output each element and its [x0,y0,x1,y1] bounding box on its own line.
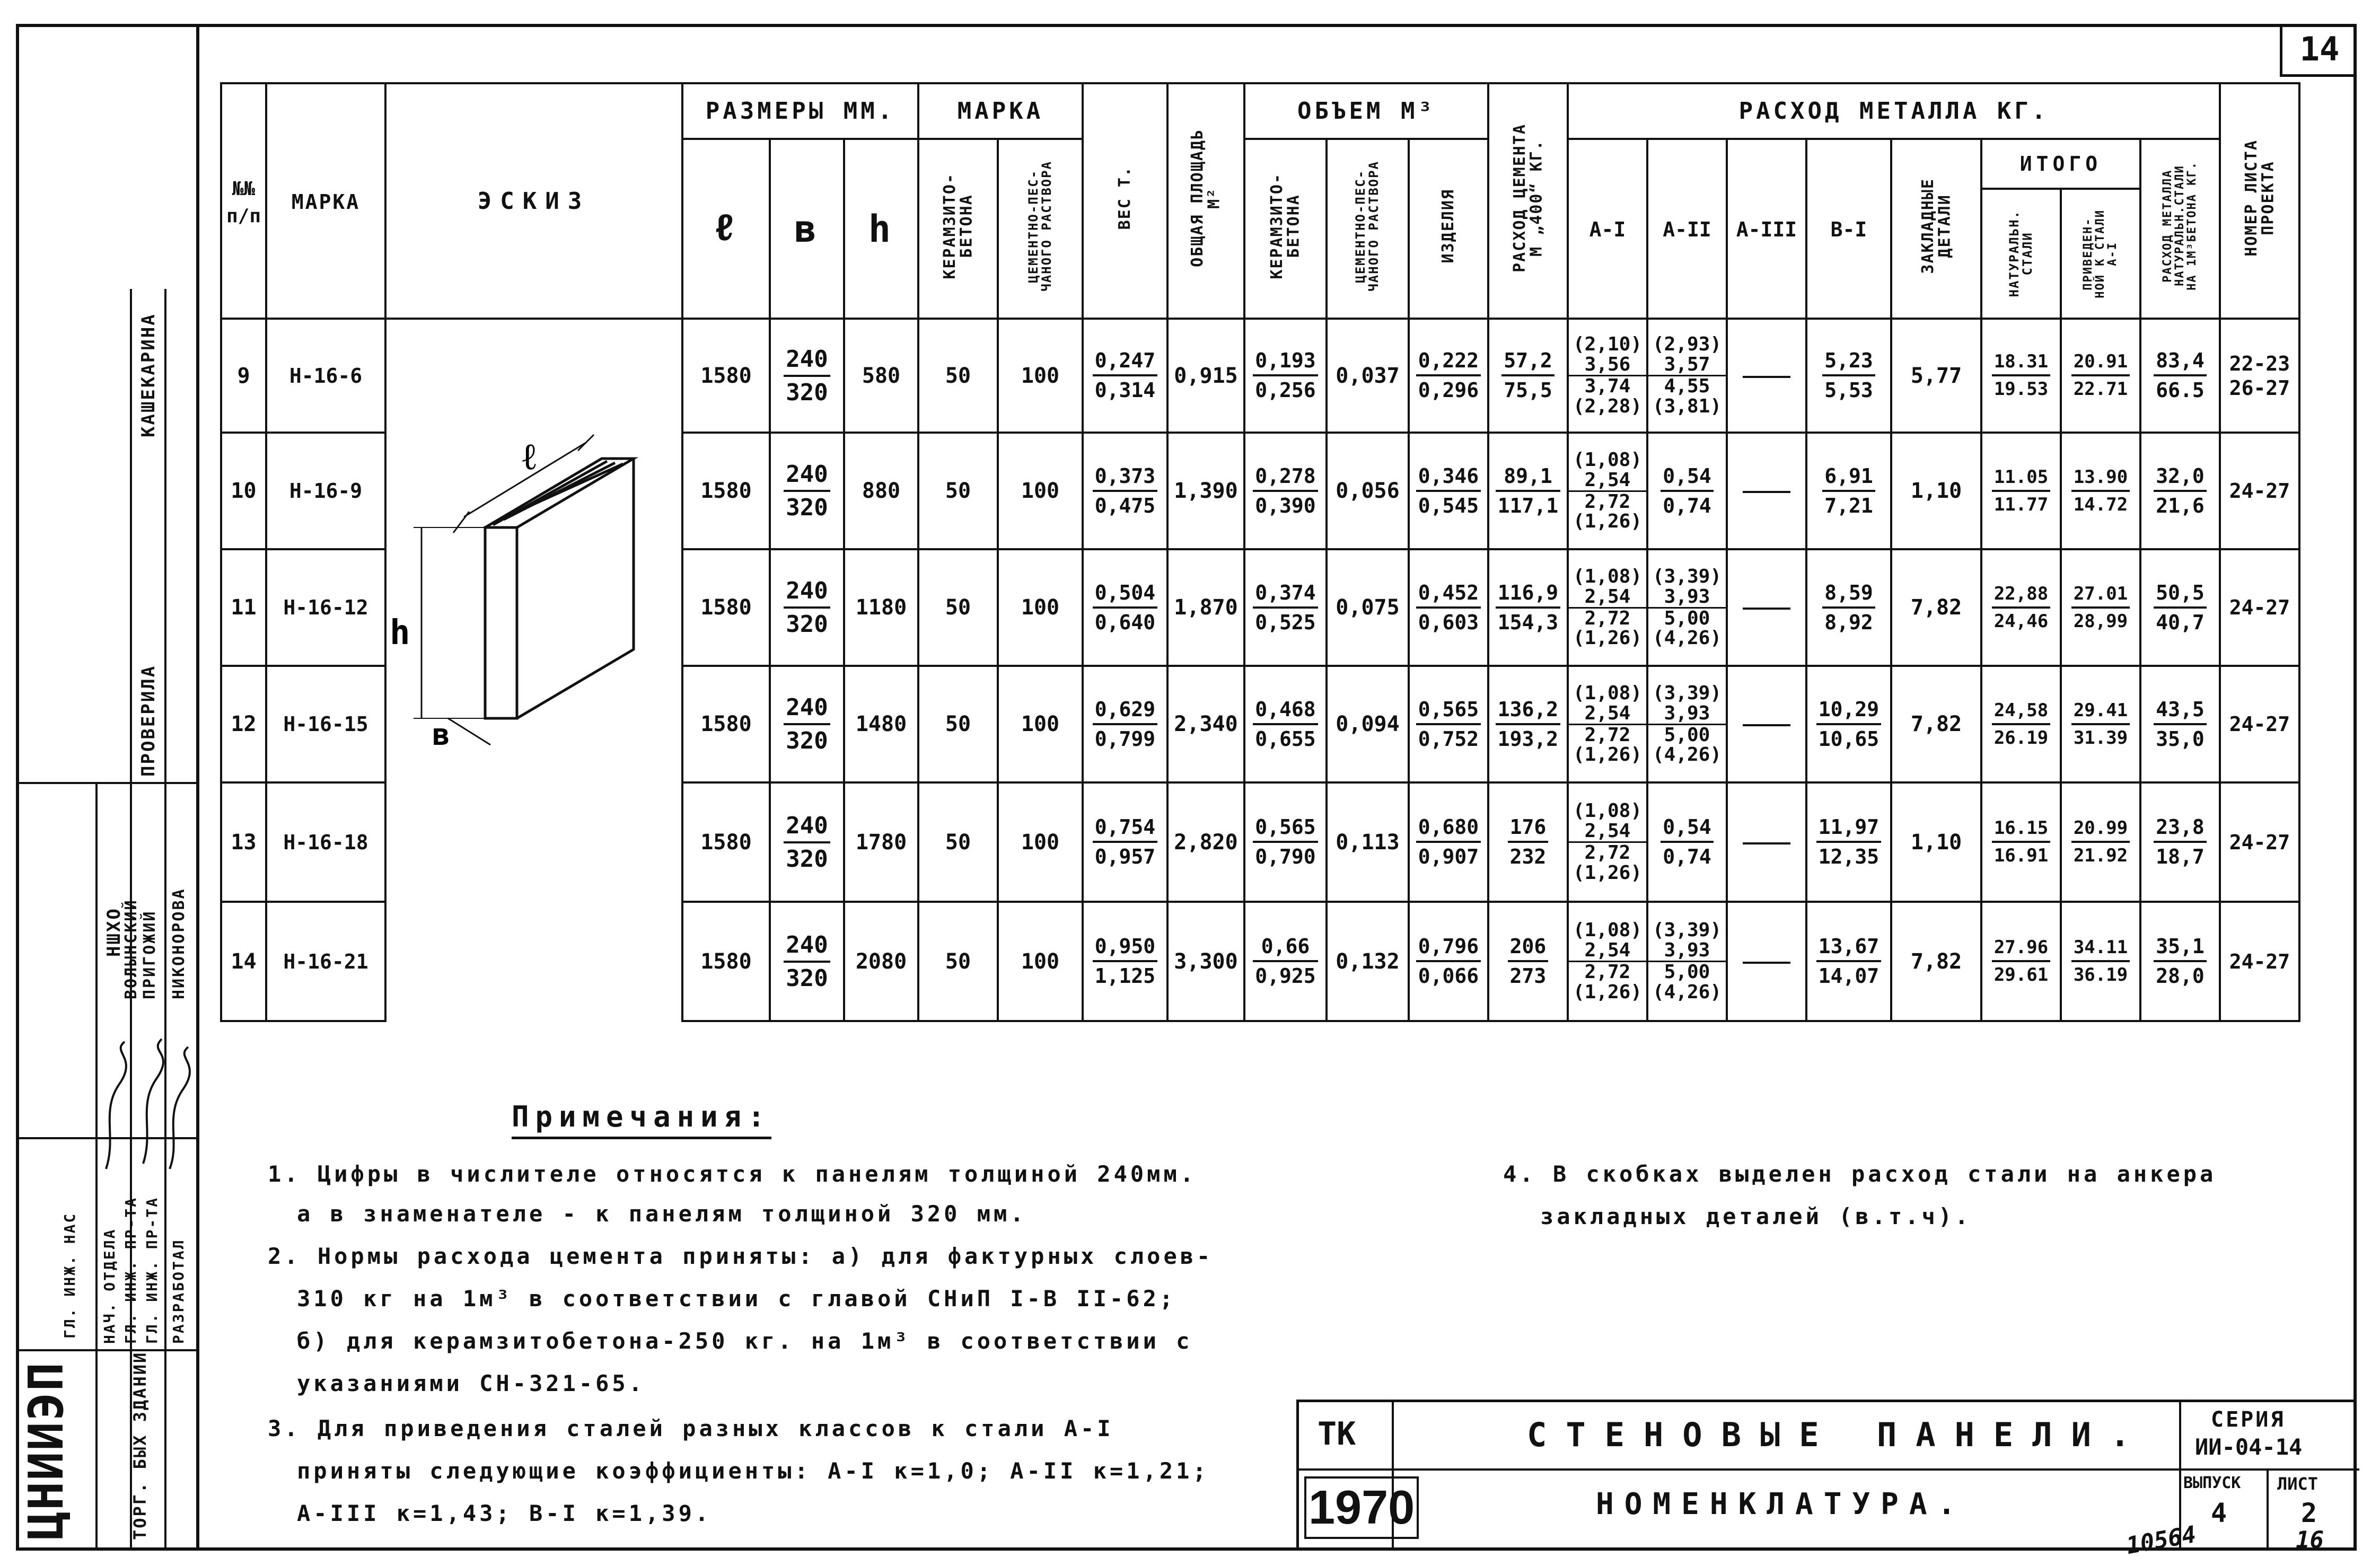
cell-b: $\frac{240}{320}$ [770,433,844,549]
cell-rashod-metal: $\frac{23,8}{18,7}$ [2140,782,2220,902]
year: 1970 [1304,1476,1419,1539]
sketch-label-b: в [432,718,450,750]
cell-project-sheet: 24-27 [2220,433,2299,549]
note-line-7: 3. Для приведения сталей разных классов к стали А-I [268,1415,1114,1441]
hdr-cement: ЦЕМЕНТНО-ПЕС- ЧАНОГО РАСТВОРА [998,139,1083,319]
drawing-title: СТЕНОВЫЕ ПАНЕЛИ. [1527,1415,2149,1454]
cell-weight: $\frac{0,504}{0,640}$ [1083,549,1167,666]
cell-privedeny: $\frac{20.91}{22.71}$ [2061,319,2140,433]
cell-vol-izdelia: $\frac{0,222}{0,296}$ [1409,319,1488,433]
cell-natur: $\frac{18.31}{19.53}$ [1981,319,2061,433]
cell-vol-cement: 0,132 [1327,902,1409,1021]
cell-mark: Н-16-21 [266,902,385,1021]
cell-weight: $\frac{0,373}{0,475}$ [1083,433,1167,549]
table-row [221,902,2299,1021]
hdr-cement-use: РАСХОД ЦЕМЕНТА М „400“ КГ. [1488,83,1568,319]
sheet-value: 2 [2301,1498,2317,1528]
sheet-number: 14 [2280,24,2357,77]
cell-mark: Н-16-12 [266,549,385,666]
cell-mark: Н-16-9 [266,433,385,549]
cell-num: 13 [221,782,266,902]
hdr-num: №№ п/п [221,83,266,319]
cell-h: 1780 [844,782,918,902]
checker-name: КАШЕКАРИНА [138,313,159,437]
table-row [221,782,2299,902]
cell-vol-cement: 0,094 [1327,666,1409,782]
cell-cement-use: $\frac{136,2}{193,2}$ [1488,666,1568,782]
notes-title: Примечания: [512,1100,771,1139]
note-line-9: А-III к=1,43; В-I к=1,39. [297,1500,712,1526]
cell-keramz: 50 [918,902,998,1021]
cell-vol-cement: 0,113 [1327,782,1409,902]
cell-l: 1580 [682,549,770,666]
cell-cement: 100 [998,666,1083,782]
cell-area: 2,340 [1167,666,1244,782]
cell-natur: $\frac{27.96}{29.61}$ [1981,902,2061,1021]
hdr-dim-b: в [770,139,844,319]
inventory-number: 10564 [2124,1520,2198,1560]
cell-cement-use: $\frac{116,9}{154,3}$ [1488,549,1568,666]
drawing-subtitle: НОМЕНКЛАТУРА. [1596,1487,1966,1521]
cell-zakl: 7,82 [1891,902,1981,1021]
cell-project-sheet: 22-23 26-27 [2220,319,2299,433]
cell-h: 1180 [844,549,918,666]
note-line-5: б) для керамзитобетона-250 кг. на 1м³ в соответствии с [297,1328,1193,1354]
hdr-project-sheet: НОМЕР ЛИСТА ПРОЕКТА [2220,83,2299,319]
cell-area: 1,390 [1167,433,1244,549]
cell-cement-use: $\frac{57,2}{75,5}$ [1488,319,1568,433]
cell-vol-keramz: $\frac{0,278}{0,390}$ [1244,433,1327,549]
hdr-a3: А-III [1727,139,1806,319]
cell-b1: $\frac{6,91}{7,21}$ [1806,433,1891,549]
hdr-zakl: ЗАКЛАДНЫЕ ДЕТАЛИ [1891,139,1981,319]
cell-a2: $\frac{0,54}{0,74}$ [1647,782,1727,902]
cell-b1: $\frac{10,29}{10,65}$ [1806,666,1891,782]
cell-cement: 100 [998,902,1083,1021]
cell-l: 1580 [682,319,770,433]
cell-h: 1480 [844,666,918,782]
cell-a3 [1727,666,1806,782]
note-line-3: 2. Нормы расхода цемента приняты: а) для фактурных слоев- [268,1243,1214,1269]
cell-vol-cement: 0,075 [1327,549,1409,666]
cell-area: 1,870 [1167,549,1244,666]
cell-b: $\frac{240}{320}$ [770,319,844,433]
note4-line-2: закладных деталей (в.т.ч). [1540,1203,1972,1229]
hdr-metal-group: РАСХОД МЕТАЛЛА КГ. [1568,83,2220,139]
name-2: ВОЛЫНСКИЙ [122,899,140,999]
cell-h: 580 [844,319,918,433]
cell-cement: 100 [998,319,1083,433]
cell-privedeny: $\frac{13.90}{14.72}$ [2061,433,2140,549]
cell-cement-use: $\frac{206}{273}$ [1488,902,1568,1021]
cell-a1: (1,08) 2,54 2,72 (1,26) [1568,902,1647,1021]
hdr-area: ОБЩАЯ ПЛОЩАДЬ М² [1167,83,1244,319]
cell-mark: Н-16-6 [266,319,385,433]
footer-mark: 16 [2296,1527,2324,1554]
cell-vol-keramz: $\frac{0,193}{0,256}$ [1244,319,1327,433]
series-value: ИИ-04-14 [2195,1434,2303,1460]
cell-vol-keramz: $\frac{0,374}{0,525}$ [1244,549,1327,666]
cell-a2: (2,93) 3,57 4,55 (3,81) [1647,319,1727,433]
sketch-label-h: h [390,613,410,653]
cell-rashod-metal: $\frac{35,1}{28,0}$ [2140,902,2220,1021]
cell-rashod-metal: $\frac{32,0}{21,6}$ [2140,433,2220,549]
cell-vol-izdelia: $\frac{0,452}{0,603}$ [1409,549,1488,666]
cell-project-sheet: 24-27 [2220,666,2299,782]
hdr-vol-izdelia: ИЗДЕЛИЯ [1409,139,1488,319]
panel-sketch [390,421,676,750]
cell-natur: $\frac{24,58}{26.19}$ [1981,666,2061,782]
cell-vol-izdelia: $\frac{0,680}{0,907}$ [1409,782,1488,902]
hdr-vol-cement: ЦЕМЕНТНО-ПЕС- ЧАНОГО РАСТВОРА [1327,139,1409,319]
cell-cement: 100 [998,433,1083,549]
cell-natur: $\frac{22,88}{24,46}$ [1981,549,2061,666]
note-line-1: 1. Цифры в числителе относятся к панелям толщиной 240мм. [268,1161,1197,1187]
hdr-b1: В-I [1806,139,1891,319]
cell-b: $\frac{240}{320}$ [770,902,844,1021]
cell-l: 1580 [682,433,770,549]
issue-value: 4 [2211,1498,2227,1528]
org-subtitle: ТОРГ. БЫХ ЗДАНИЙ [130,1351,150,1540]
cell-h: 880 [844,433,918,549]
cell-project-sheet: 24-27 [2220,782,2299,902]
cell-area: 2,820 [1167,782,1244,902]
cell-rashod-metal: $\frac{43,5}{35,0}$ [2140,666,2220,782]
note4-line-1: 4. В скобках выделен расход стали на анкера [1503,1161,2217,1187]
cell-num: 12 [221,666,266,782]
cell-keramz: 50 [918,319,998,433]
cell-num: 11 [221,549,266,666]
cell-zakl: 7,82 [1891,666,1981,782]
role-2: НАЧ. ОТДЕЛА [101,1228,118,1344]
cell-weight: $\frac{0,247}{0,314}$ [1083,319,1167,433]
cell-area: 3,300 [1167,902,1244,1021]
cell-l: 1580 [682,902,770,1021]
cell-b: $\frac{240}{320}$ [770,782,844,902]
hdr-keramz: КЕРАМЗИТО- БЕТОНА [918,139,998,319]
org-logo: ЦНИИЭП [19,1361,74,1540]
cell-b1: $\frac{13,67}{14,07}$ [1806,902,1891,1021]
cell-zakl: 1,10 [1891,433,1981,549]
note-line-4: 310 кг на 1м³ в соответствии с главой СНиП I-В II-62; [297,1286,1176,1312]
cell-h: 2080 [844,902,918,1021]
cell-cement: 100 [998,549,1083,666]
title-block [1296,1400,2357,1551]
cell-vol-izdelia: $\frac{0,346}{0,545}$ [1409,433,1488,549]
cell-weight: $\frac{0,629}{0,799}$ [1083,666,1167,782]
cell-a2: (3,39) 3,93 5,00 (4,26) [1647,902,1727,1021]
cell-a2: (3,39) 3,93 5,00 (4,26) [1647,666,1727,782]
hdr-a1: А-I [1568,139,1647,319]
cell-mark: Н-16-15 [266,666,385,782]
cell-cement-use: $\frac{176}{232}$ [1488,782,1568,902]
cell-privedeny: $\frac{27.01}{28,99}$ [2061,549,2140,666]
cell-a1: (2,10) 3,56 3,74 (2,28) [1568,319,1647,433]
table-row [221,319,2299,433]
cell-vol-cement: 0,056 [1327,433,1409,549]
signatures-image [95,1031,196,1180]
cell-num: 14 [221,902,266,1021]
cell-vol-izdelia: $\frac{0,796}{0,066}$ [1409,902,1488,1021]
cell-a2: $\frac{0,54}{0,74}$ [1647,433,1727,549]
hdr-itogo: ИТОГО НАТУРАЛЬН. СТАЛИ ПРИВЕДЕН- НОЙ К СТАЛИ А-I [1981,139,2140,319]
hdr-dims-group: РАЗМЕРЫ ММ. [682,83,918,139]
hdr-dim-l: ℓ [682,139,770,319]
cell-privedeny: $\frac{34.11}{36.19}$ [2061,902,2140,1021]
cell-rashod-metal: $\frac{83,4}{66.5}$ [2140,319,2220,433]
hdr-dim-h: h [844,139,918,319]
cell-vol-keramz: $\frac{0,468}{0,655}$ [1244,666,1327,782]
cell-a3 [1727,319,1806,433]
cell-zakl: 1,10 [1891,782,1981,902]
checker-label: ПРОВЕРИЛА [138,664,159,777]
hdr-rashod-metal: РАСХОД МЕТАЛЛА НАТУРАЛЬН.СТАЛИ НА 1М³БЕТОНА КГ. [2140,139,2220,319]
cell-zakl: 5,77 [1891,319,1981,433]
cell-natur: $\frac{16.15}{16.91}$ [1981,782,2061,902]
cell-keramz: 50 [918,549,998,666]
hdr-weight: ВЕС Т. [1083,83,1167,319]
cell-keramz: 50 [918,433,998,549]
cell-vol-keramz: $\frac{0,565}{0,790}$ [1244,782,1327,902]
role-5: РАЗРАБОТАЛ [170,1238,187,1344]
note-line-6: указаниями СН-321-65. [297,1370,646,1396]
cell-a1: (1,08) 2,54 2,72 (1,26) [1568,666,1647,782]
name-4: НИКОНОРОВА [170,887,188,999]
series-label: СЕРИЯ [2211,1407,2286,1432]
cell-keramz: 50 [918,666,998,782]
cell-cement: 100 [998,782,1083,902]
cell-vol-keramz: $\frac{0,66}{0,925}$ [1244,902,1327,1021]
issue-label: ВЫПУСК [2183,1474,2241,1492]
cell-project-sheet: 24-27 [2220,902,2299,1021]
cell-weight: $\frac{0,754}{0,957}$ [1083,782,1167,902]
hdr-sketch: ЭСКИЗ [385,83,682,319]
cell-keramz: 50 [918,782,998,902]
cell-privedeny: $\frac{20.99}{21.92}$ [2061,782,2140,902]
cell-a2: (3,39) 3,93 5,00 (4,26) [1647,549,1727,666]
cell-a1: (1,08) 2,54 2,72 (1,26) [1568,433,1647,549]
name-1: НШХО [103,907,125,957]
sketch-label-l: ℓ [522,435,537,478]
cell-b1: $\frac{5,23}{5,53}$ [1806,319,1891,433]
cell-num: 10 [221,433,266,549]
cell-a3 [1727,782,1806,902]
cell-vol-cement: 0,037 [1327,319,1409,433]
hdr-volume-group: ОБЪЕМ М³ [1244,83,1488,139]
cell-mark: Н-16-18 [266,782,385,902]
cell-a1: (1,08) 2,54 2,72 (1,26) [1568,782,1647,902]
hdr-mark-group: МАРКА [918,83,1083,139]
cell-b1: $\frac{11,97}{12,35}$ [1806,782,1891,902]
cell-a3 [1727,549,1806,666]
cell-b1: $\frac{8,59}{8,92}$ [1806,549,1891,666]
cell-privedeny: $\frac{29.41}{31.39}$ [2061,666,2140,782]
cell-natur: $\frac{11.05}{11.77}$ [1981,433,2061,549]
cell-num: 9 [221,319,266,433]
sheet-label: ЛИСТ [2277,1474,2318,1494]
role-1: ГЛ. ИНЖ. НАС [61,1212,78,1339]
role-4: ГЛ. ИНЖ. ПР-ТА [143,1196,161,1344]
cell-l: 1580 [682,666,770,782]
cell-sketch [385,902,682,1021]
cell-b: $\frac{240}{320}$ [770,666,844,782]
hdr-mark: МАРКА [266,83,385,319]
cell-a3 [1727,902,1806,1021]
tk-label: ТК [1318,1415,1356,1453]
note-line-8: приняты следующие коэффициенты: А-I к=1,0; А-II к=1,21; [297,1458,1209,1484]
name-3: ПРИГОЖИЙ [140,910,159,999]
cell-a1: (1,08) 2,54 2,72 (1,26) [1568,549,1647,666]
cell-sketch [385,319,682,433]
cell-cement-use: $\frac{89,1}{117,1}$ [1488,433,1568,549]
left-stamp-strip [16,24,196,1551]
cell-project-sheet: 24-27 [2220,549,2299,666]
cell-rashod-metal: $\frac{50,5}{40,7}$ [2140,549,2220,666]
cell-sketch [385,782,682,902]
cell-zakl: 7,82 [1891,549,1981,666]
cell-l: 1580 [682,782,770,902]
hdr-a2: А-II [1647,139,1727,319]
cell-vol-izdelia: $\frac{0,565}{0,752}$ [1409,666,1488,782]
cell-b: $\frac{240}{320}$ [770,549,844,666]
role-3: ГЛ. ИНЖ. ПР-ТА [122,1196,139,1344]
cell-weight: $\frac{0,950}{1,125}$ [1083,902,1167,1021]
note-line-2: а в знаменателе - к панелям толщиной 320 мм. [297,1201,1027,1227]
hdr-vol-keramz: КЕРАМЗИТО- БЕТОНА [1244,139,1327,319]
cell-area: 0,915 [1167,319,1244,433]
cell-a3 [1727,433,1806,549]
